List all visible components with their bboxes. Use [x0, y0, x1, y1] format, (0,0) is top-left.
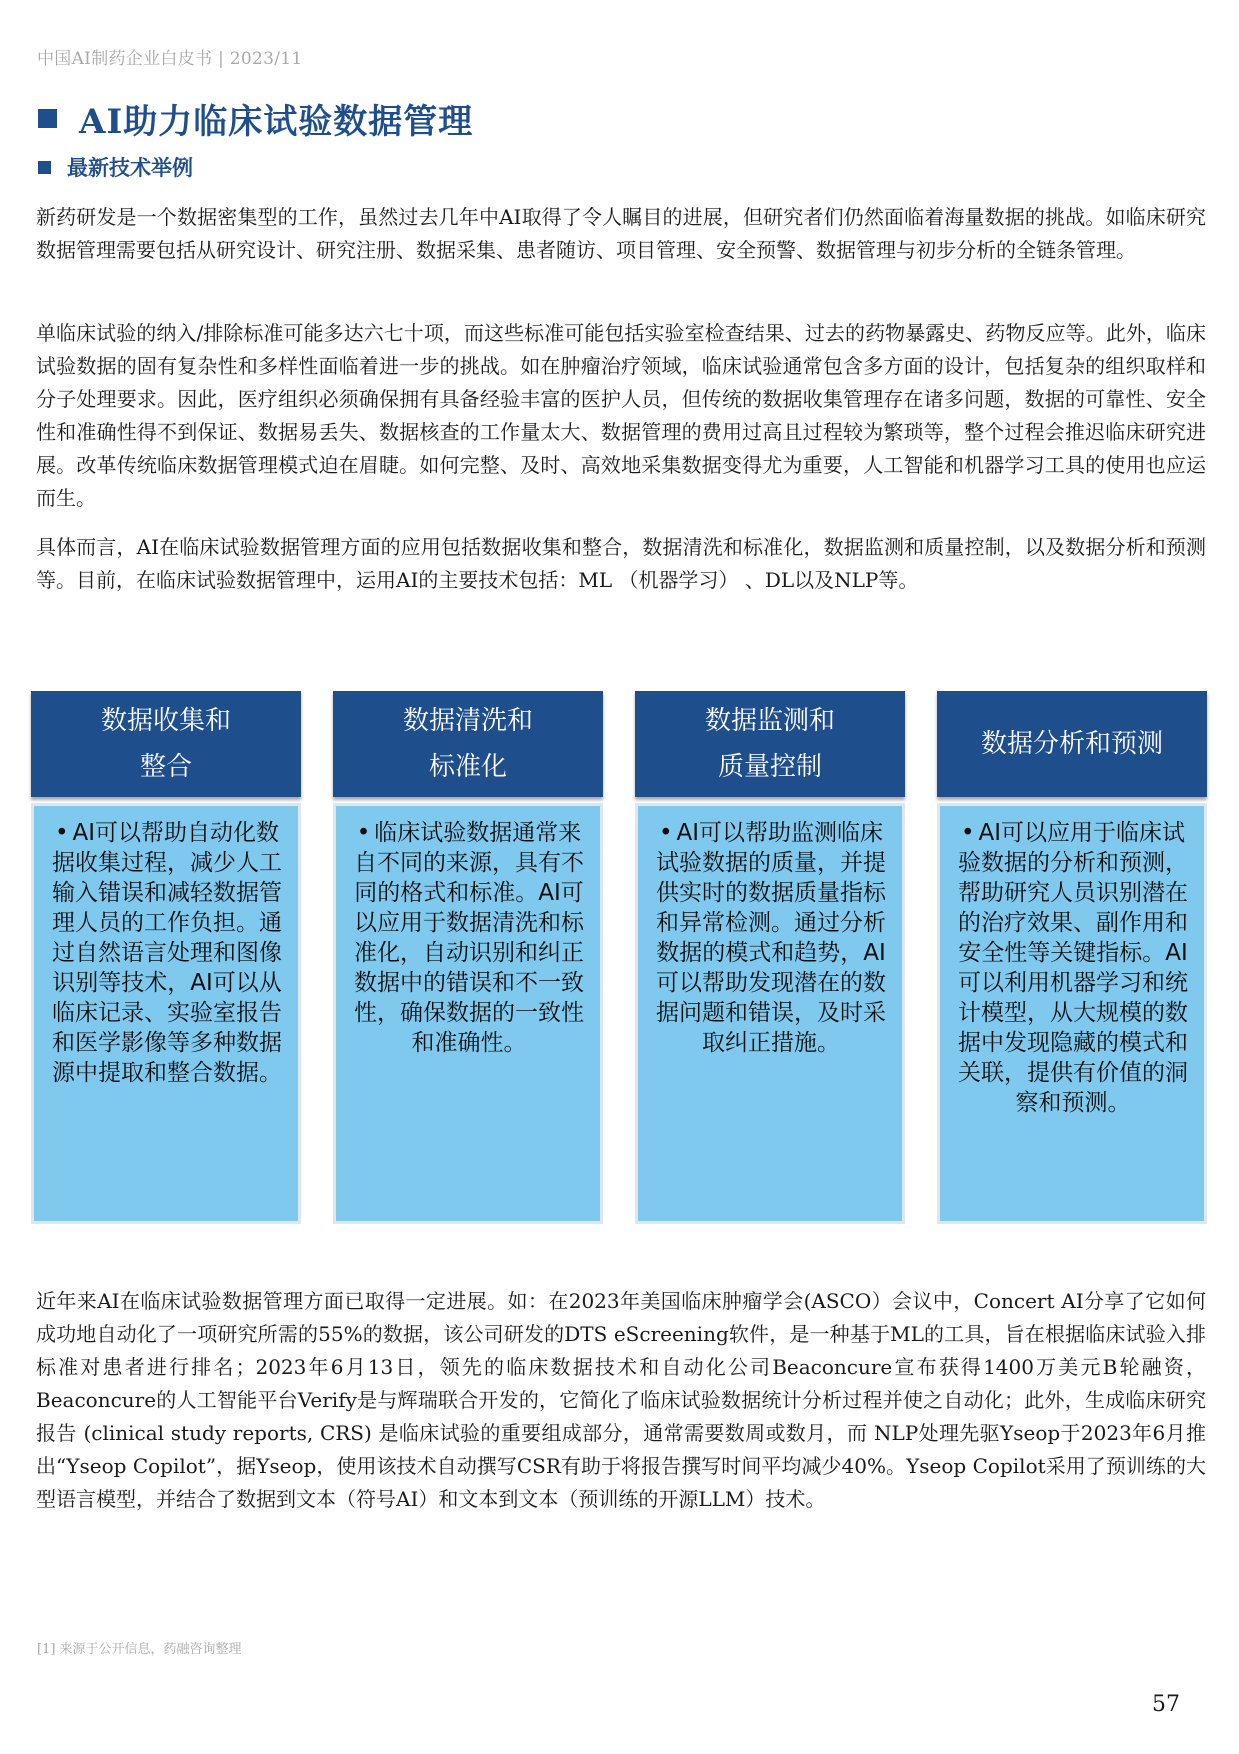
- column-heading-line1: 数据监测和: [704, 706, 835, 736]
- paragraph-applications: 具体而言，AI在临床试验数据管理方面的应用包括数据收集和整合，数据清洗和标准化，数据监测和质量控制，以及数据分析和预测等。目前，在临床试验数据管理中，运用AI的主要技术包括：ML （机器学习） 、DL以及NLP等。: [36, 535, 1206, 592]
- footnote: [1] 来源于公开信息，药融咨询整理: [37, 1642, 242, 1657]
- page-number: 57: [1152, 1692, 1180, 1717]
- column-body-text: AI可以帮助自动化数据收集过程，减少人工输入错误和减轻数据管理人员的工作负担。通过自然语言处理和图像识别等技术，AI可以从临床记录、实验室报告和医学影像等多种数据源中提取和整合数据。: [52, 820, 282, 1086]
- section-title: AI助力临床试验数据管理: [79, 101, 474, 142]
- column-heading: [635, 691, 905, 797]
- column-heading-line1: 数据清洗和: [402, 706, 533, 736]
- column-heading-line1: 数据收集和: [100, 706, 231, 736]
- column-body: [635, 803, 905, 1224]
- column-data-cleaning: [333, 691, 603, 1224]
- column-body-text: 临床试验数据通常来自不同的来源，具有不同的格式和标准。AI可以应用于数据清洗和标准化，自动识别和纠正数据中的错误和不一致性，确保数据的一致性和准确性。: [354, 820, 584, 1056]
- paragraph-progress: 近年来AI在临床试验数据管理方面已取得一定进展。如：在2023年美国临床肿瘤学会(ASCO）会议中，Concert AI分享了它如何成功地自动化了一项研究所需的55%的数据，该公司研发的DTS eScreening软件，是一种基于ML的工具，旨在根据临床试验入排标准对患者进行排名；2023年6月13日，领先的临床数据技术和自动化公司Beaconcure宣布获得1400万美元B轮融资， Beaconcure的人工智能平台Verify是与辉瑞联合开发的，它简化了临床试验数据统计分析过程并使之自动化；此外，生成临床研究报告 (clinical study reports, CRS) 是临床试验的重要组成部分，通常需要数周或数月，而 NLP处理先驱Yseop于2023年6月推出“Yseop Copilot”，据Yseop，使用该技术自动撰写CSR有助于将报告撰写时间平均减少40%。Yseop Copilot采用了预训练的大型语言模型，并结合了数据到文本（符号AI）和文本到文本（预训练的开源LLM）技术。: [36, 1289, 1206, 1511]
- column-data-monitoring: [635, 691, 905, 1224]
- subtitle-square-icon: [38, 161, 51, 174]
- column-body: [333, 803, 603, 1224]
- column-heading-line2: 质量控制: [717, 752, 822, 782]
- column-heading-line2: 整合: [139, 752, 192, 782]
- bullet-icon: •: [54, 820, 69, 846]
- column-heading-line1: 数据分析和预测: [980, 729, 1163, 759]
- paragraph-challenges: 单临床试验的纳入/排除标准可能多达六七十项，而这些标准可能包括实验室检查结果、过去的药物暴露史、药物反应等。此外，临床试验数据的固有复杂性和多样性面临着进一步的挑战。如在肿瘤治疗领域，临床试验通常包含多方面的设计，包括复杂的组织取样和分子处理要求。因此，医疗组织必须确保拥有具备经验丰富的医护人员，但传统的数据收集管理存在诸多问题，数据的可靠性、安全性和准确性得不到保证、数据易丢失、数据核查的工作量太大、数据管理的费用过高且过程较为繁琐等，整个过程会推迟临床研究进展。改革传统临床数据管理模式迫在眉睫。如何完整、及时、高效地采集数据变得尤为重要，人工智能和机器学习工具的使用也应运而生。: [36, 321, 1206, 510]
- column-body: [937, 803, 1207, 1224]
- section-subtitle: 最新技术举例: [67, 155, 193, 180]
- section-subtitle-row: [38, 152, 193, 182]
- column-heading: [31, 691, 301, 797]
- bullet-icon: •: [658, 820, 673, 846]
- column-heading-line2: 标准化: [428, 752, 507, 782]
- column-data-collection: [31, 691, 301, 1224]
- column-heading: [333, 691, 603, 797]
- column-body: [31, 803, 301, 1224]
- section-title-row: [38, 96, 473, 140]
- column-body-text: AI可以帮助监测临床试验数据的质量，并提供实时的数据质量指标和异常检测。通过分析数据的模式和趋势，AI可以帮助发现潜在的数据问题和错误，及时采取纠正措施。: [656, 820, 886, 1056]
- bullet-icon: •: [356, 820, 371, 846]
- bullet-icon: •: [960, 820, 975, 846]
- column-heading: [937, 691, 1207, 797]
- column-data-analysis: [937, 691, 1207, 1224]
- title-square-icon: [38, 109, 57, 128]
- running-head: 中国AI制药企业白皮书 | 2023/11: [37, 49, 303, 69]
- paragraph-intro: 新药研发是一个数据密集型的工作，虽然过去几年中AI取得了令人瞩目的进展，但研究者们仍然面临着海量数据的挑战。如临床研究数据管理需要包括从研究设计、研究注册、数据采集、患者随访、项目管理、安全预警、数据管理与初步分析的全链条管理。: [36, 205, 1206, 262]
- column-body-text: AI可以应用于临床试验数据的分析和预测，帮助研究人员识别潜在的治疗效果、副作用和安全性等关键指标。AI可以利用机器学习和统计模型，从大规模的数据中发现隐藏的模式和关联，提供有价值的洞察和预测。: [958, 820, 1188, 1116]
